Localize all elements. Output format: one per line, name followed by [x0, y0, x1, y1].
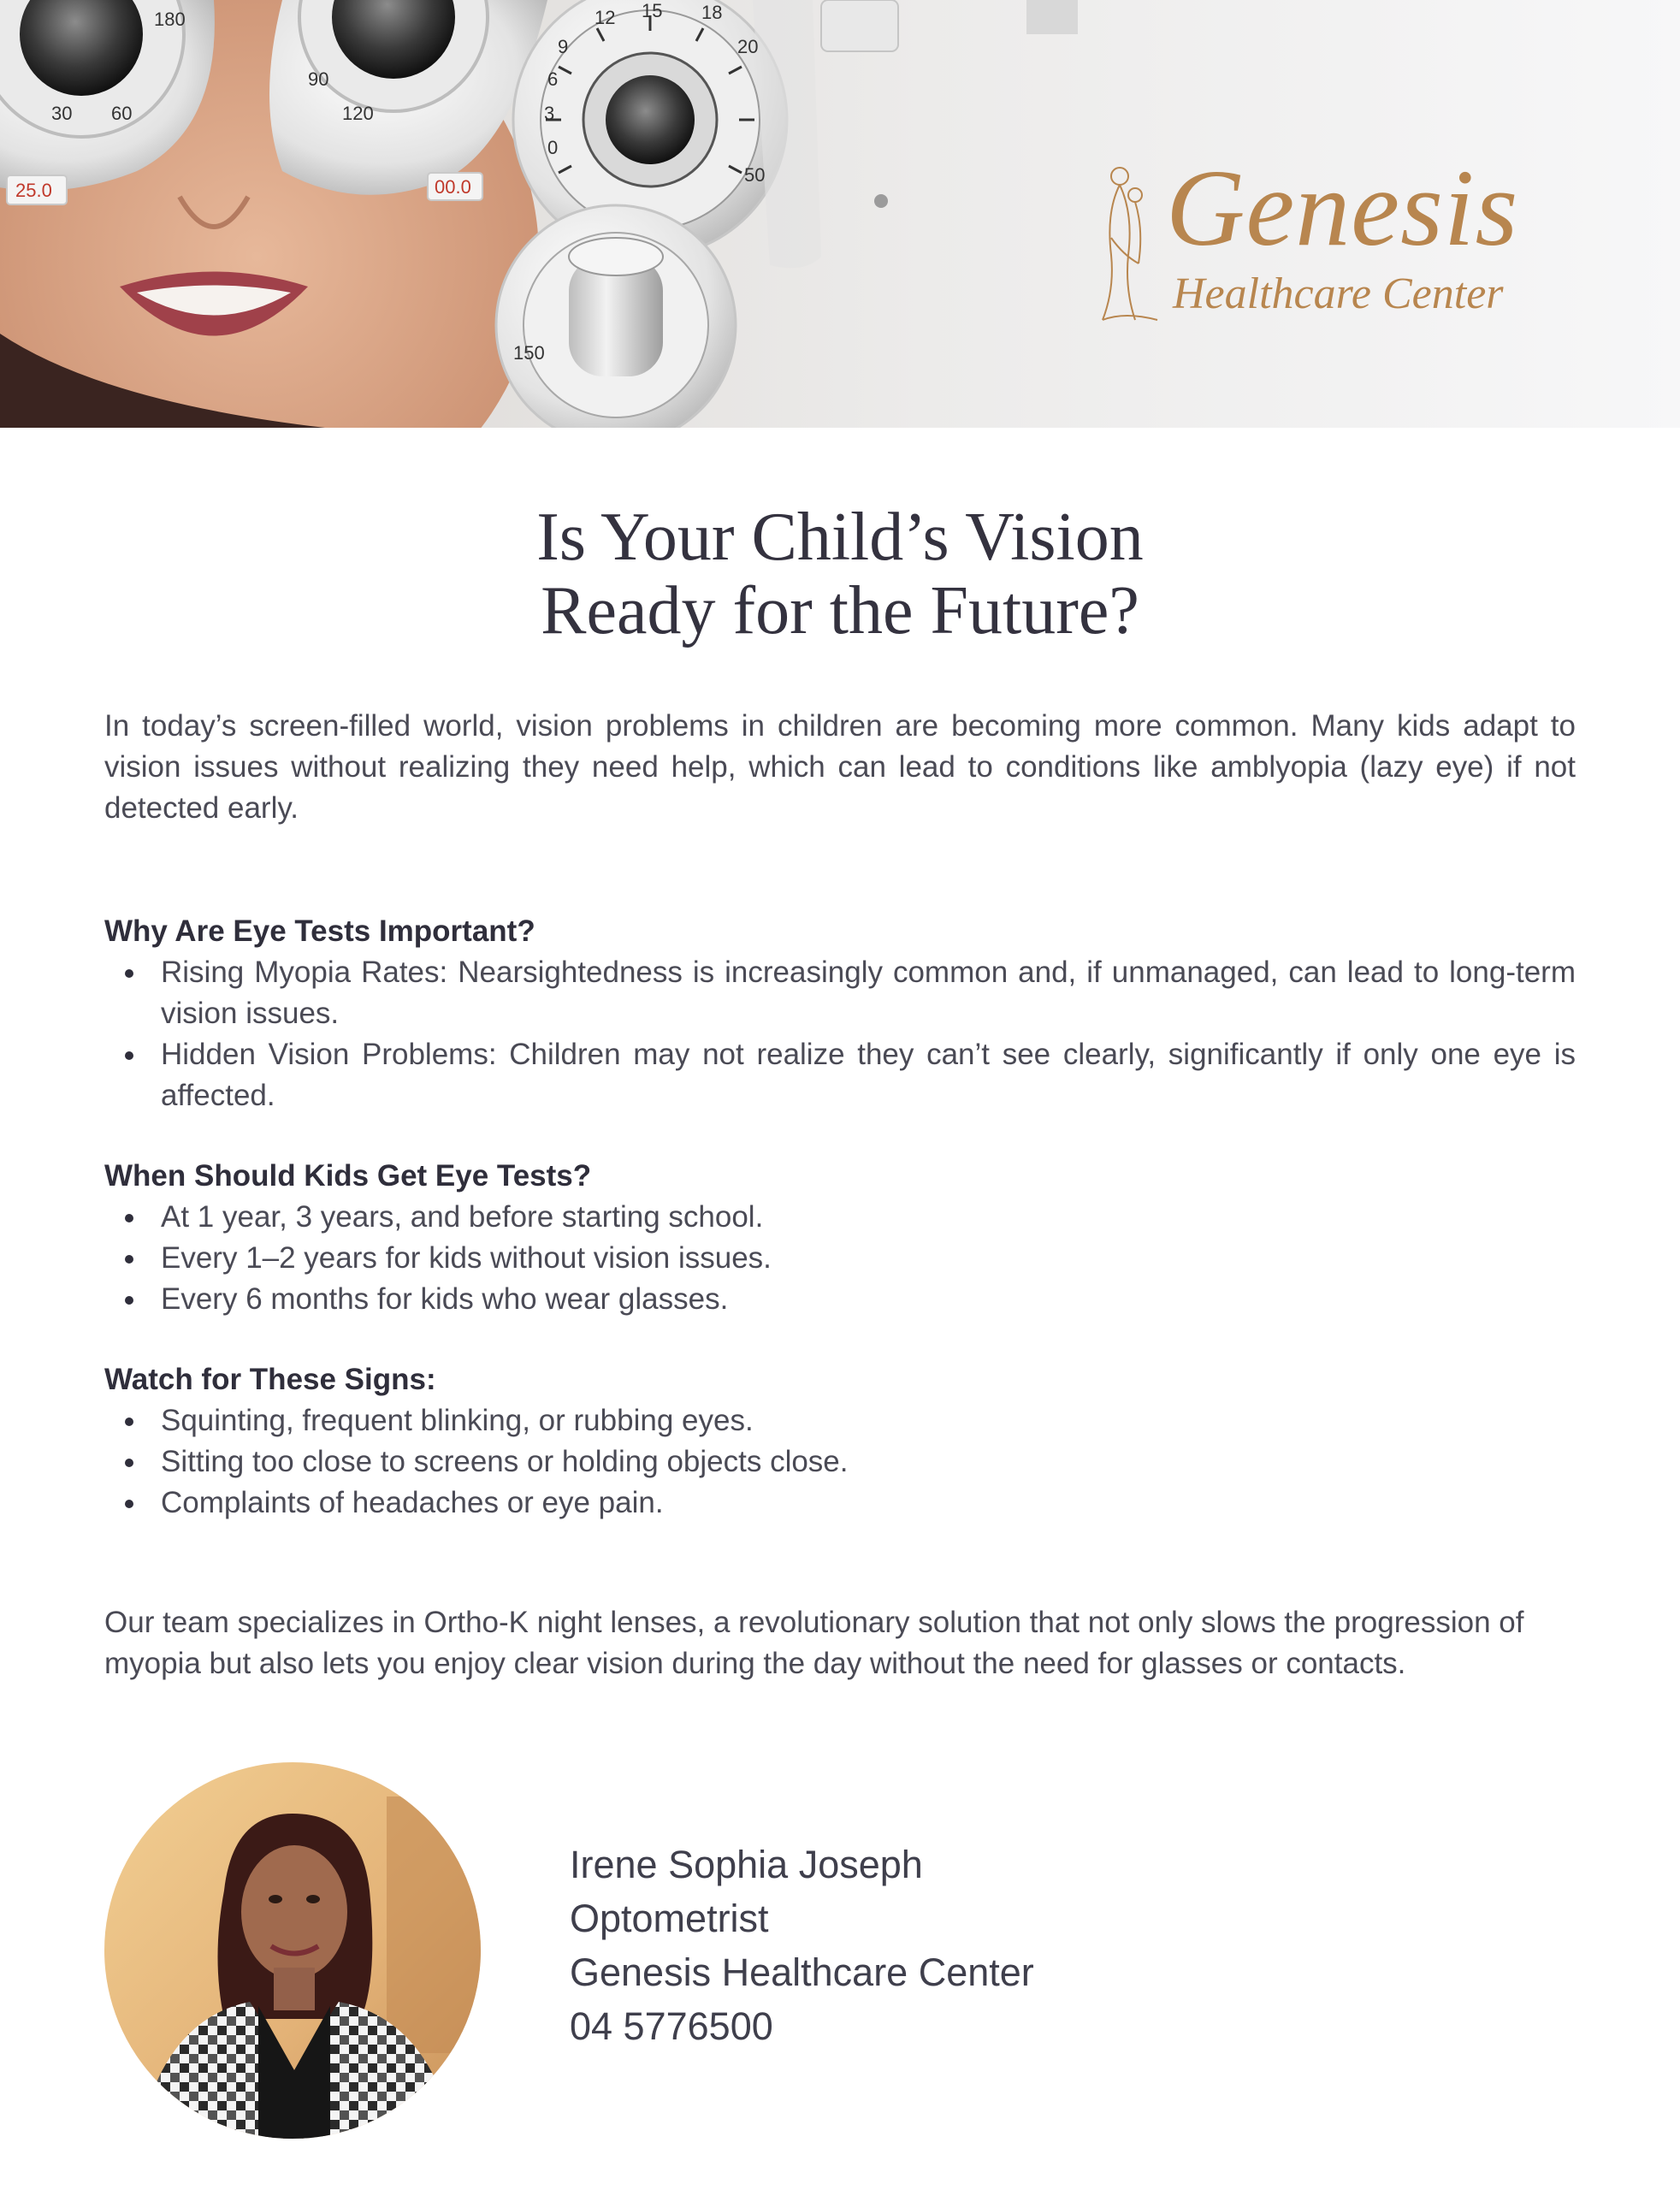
brand-name: Genesis [1166, 147, 1519, 269]
list-item: Every 1–2 years for kids without vision issues. [104, 1238, 1576, 1279]
contact-phone[interactable]: 04 5776500 [570, 2004, 773, 2048]
dial-label: 30 [51, 103, 73, 124]
list-item: Hidden Vision Problems: Children may not realize they can’t see clearly, significantly if only one eye is affected. [104, 1034, 1576, 1116]
article-body [104, 706, 1576, 1684]
dial-label: 3 [544, 103, 555, 124]
hero-banner [0, 0, 1680, 428]
dial-label: 20 [737, 36, 759, 57]
section-title-signs: Watch for These Signs: [104, 1363, 436, 1396]
dial-label: 120 [342, 103, 374, 124]
title-line-1: Is Your Child’s Vision [536, 500, 1144, 575]
dial-label: 9 [558, 36, 569, 57]
dial-label: 180 [154, 9, 186, 30]
list-item: Complaints of headaches or eye pain. [104, 1483, 1576, 1524]
dial-readout: 00.0 [435, 176, 471, 198]
list-item: Every 6 months for kids who wear glasses. [104, 1279, 1576, 1320]
dial-label: 60 [111, 103, 133, 124]
brand-subtitle: Healthcare Center [1173, 269, 1504, 318]
list-item: Squinting, frequent blinking, or rubbing eyes. [104, 1400, 1576, 1441]
list-item: At 1 year, 3 years, and before starting school. [104, 1197, 1576, 1238]
brand-logo [1091, 144, 1535, 332]
contact-name: Irene Sophia Joseph [570, 1843, 923, 1886]
dial-readout: 25.0 [15, 180, 52, 201]
dial-label: 6 [547, 68, 559, 90]
title-line-2: Ready for the Future? [541, 573, 1139, 648]
outro-paragraph: Our team specializes in Ortho-K night lenses, a revolutionary solution that not only slows the progression of myopia but also lets you enjoy clear vision during the day without the need for glasses or contacts. [104, 1606, 1524, 1680]
list-item: Sitting too close to screens or holding objects close. [104, 1441, 1576, 1483]
intro-paragraph: In today’s screen-filled world, vision problems in children are becoming more common. Many kids adapt to vision issues without realizing they need help, which can lead to conditions like amblyopia (lazy eye) if not detected early. [104, 709, 1576, 825]
dial-label: 15 [642, 0, 663, 21]
dial-label: 18 [701, 2, 723, 23]
schedule-list [104, 1197, 1576, 1320]
page-title [0, 500, 1680, 648]
section-title-importance: Why Are Eye Tests Important? [104, 914, 535, 948]
section-title-schedule: When Should Kids Get Eye Tests? [104, 1159, 592, 1193]
dial-label: 90 [308, 68, 329, 90]
dial-label: 0 [547, 137, 559, 158]
list-item: Rising Myopia Rates: Nearsightedness is increasingly common and, if unmanaged, can lead to long-term vision issues. [104, 952, 1576, 1034]
signs-list [104, 1400, 1576, 1524]
family-figure-icon [1091, 161, 1159, 323]
contact-card [570, 1838, 1034, 2053]
dial-label: 50 [744, 164, 766, 186]
dial-label: 12 [595, 7, 616, 28]
importance-list [104, 952, 1576, 1116]
contact-organization: Genesis Healthcare Center [570, 1950, 1034, 1994]
contact-role: Optometrist [570, 1897, 769, 1940]
dial-label: 150 [513, 342, 545, 364]
optometrist-photo [104, 1762, 481, 2139]
